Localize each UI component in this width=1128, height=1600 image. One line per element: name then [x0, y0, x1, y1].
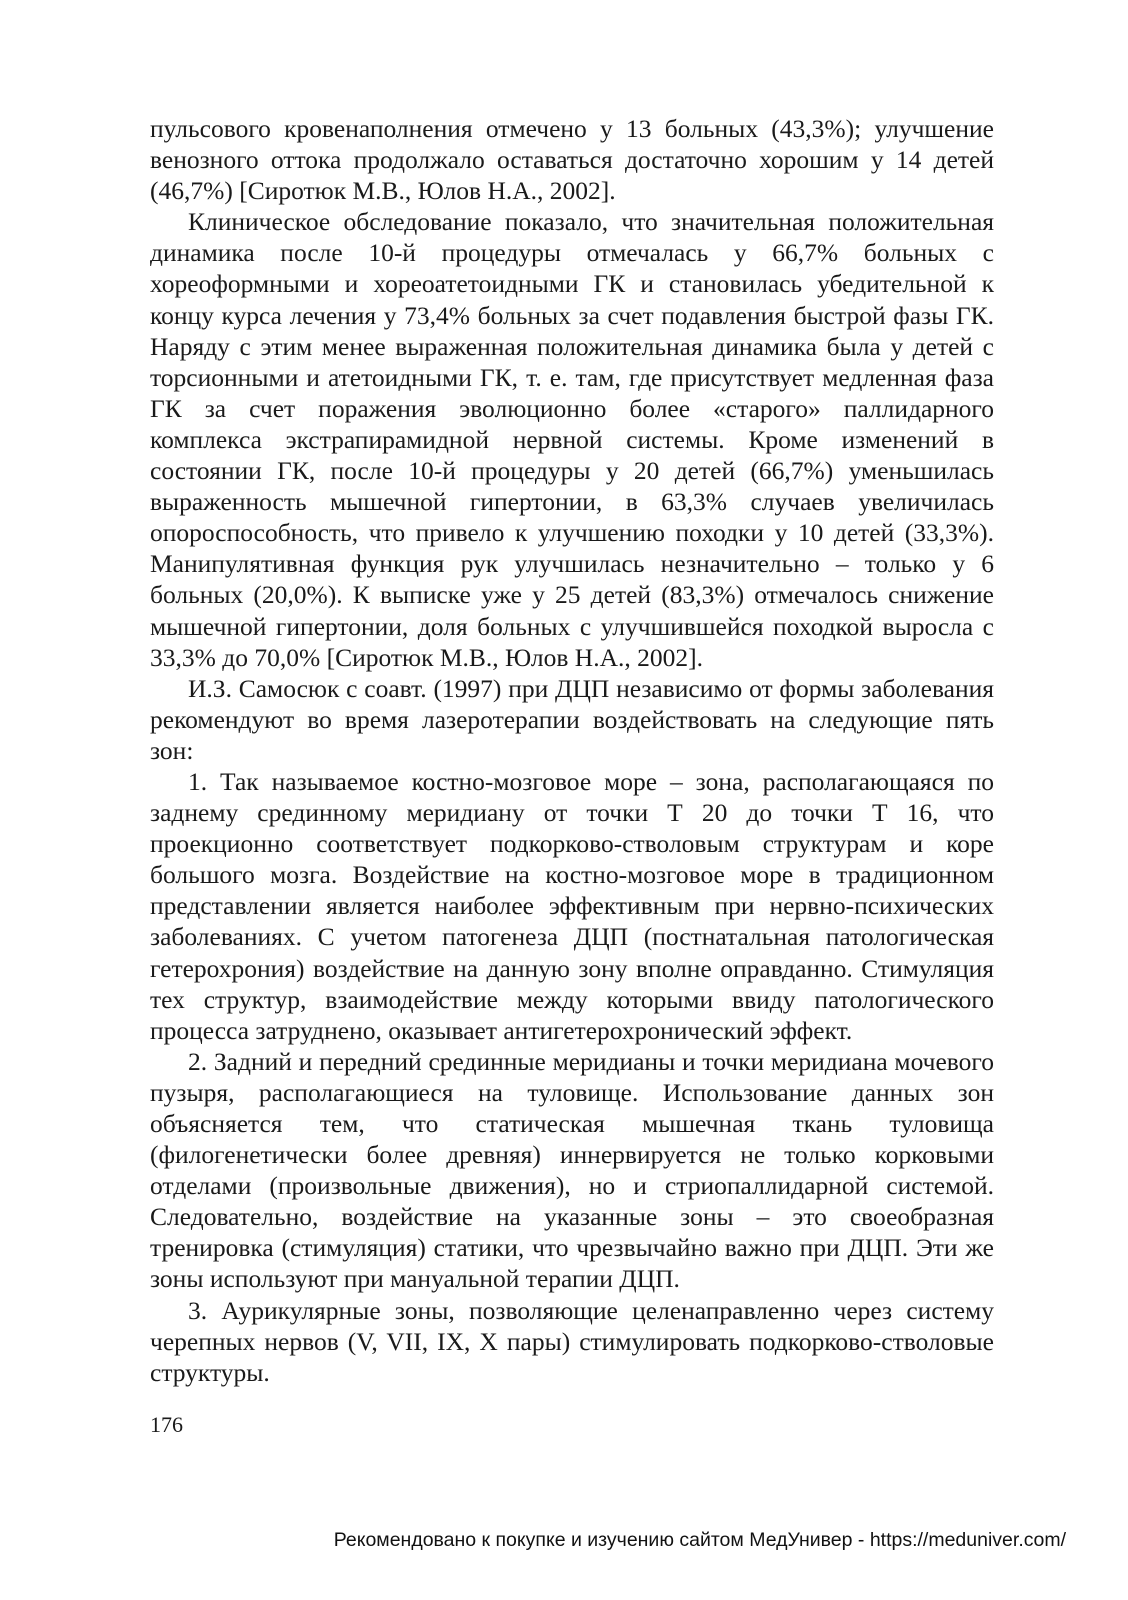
list-item-zone-2: 2. Задний и передний срединные меридианы и точки меридиана мочевого пузыря, располагающиеся на туловище. Использование данных зон объясняется тем, что статическая мышечная ткань туловища (филогенетически более древняя) иннервируется не только корковыми отделами (произвольные движения), но и стриопаллидарной системой. Следовательно, воздействие на указанные зоны – это своеобразная тренировка (стимуляция) статики, что чрезвычайно важно при ДЦП. Эти же зоны используют при мануальной терапии ДЦП.	[150, 1046, 994, 1294]
body-text	[150, 113, 994, 1388]
list-item-zone-1: 1. Так называемое костно-мозговое море – зона, располагающаяся по заднему срединному меридиану от точки Т 20 до точки Т 16, что проекционно соответствует подкорково-стволовым структурам и коре большого мозга. Воздействие на костно-мозговое море в традиционном представлении является наиболее эффективным при нервно-психических заболеваниях. С учетом патогенеза ДЦП (постнатальная патологическая гетерохрония) воздействие на данную зону вполне оправданно. Стимуляция тех структур, взаимодействие между которыми ввиду патологического процесса затруднено, оказывает антигетерохронический эффект.	[150, 766, 994, 1045]
page-number: 176	[150, 1412, 183, 1437]
paragraph-continuation: пульсового кровенаполнения отмечено у 13 больных (43,3%); улучшение венозного оттока продолжало оставаться достаточно хорошим у 14 детей (46,7%) [Сиротюк М.В., Юлов Н.А., 2002].	[150, 114, 994, 206]
paragraph-clinical-results: Клиническое обследование показало, что значительная положительная динамика после 10-й процедуры отмечалась у 66,7% больных с хореоформными и хореоатетоидными ГК и становилась убедительной к концу курса лечения у 73,4% больных за счет подавления быстрой фазы ГК. Наряду с этим менее выраженная положительная динамика была у детей с торсионными и атетоидными ГК, т. е. там, где присутствует медленная фаза ГК за счет поражения эволюционно более «старого» паллидарного комплекса экстрапирамидной нервной системы. Кроме изменений в состоянии ГК, после 10-й процедуры у 20 детей (66,7%) уменьшилась выраженность мышечной гипертонии, в 63,3% случаев увеличилась опороспособность, что привело к улучшению походки у 10 детей (33,3%). Манипулятивная функция рук улучшилась незначительно – только у 6 больных (20,0%). К выписке уже у 25 детей (83,3%) отмечалось снижение мышечной гипертонии, доля больных с улучшившейся походкой выросла с 33,3% до 70,0% [Сиротюк М.В., Юлов Н.А., 2002].	[150, 207, 994, 672]
footer-recommendation: Рекомендовано к покупке и изучению сайтом МедУнивер - https://meduniver.com/	[333, 1529, 1066, 1551]
paragraph-five-zones-intro: И.З. Самосюк с соавт. (1997) при ДЦП независимо от формы заболевания рекомендуют во время лазеротерапии воздействовать на следующие пять зон:	[150, 673, 994, 765]
list-item-zone-3: 3. Аурикулярные зоны, позволяющие целенаправленно через систему черепных нервов (V, VII, IX, X пары) стимулировать подкорково-стволовые структуры.	[150, 1295, 994, 1387]
